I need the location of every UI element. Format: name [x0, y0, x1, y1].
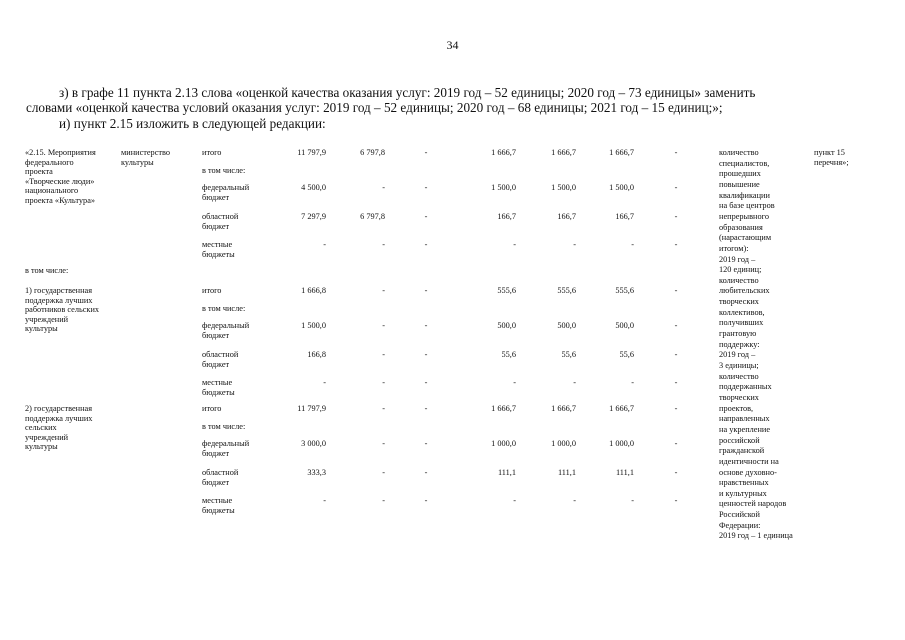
budget-value-cell: - [424, 148, 428, 157]
budget-value-cell: - [382, 378, 385, 387]
budget-value-cell: 1 000,0 [551, 439, 576, 448]
budget-value-cell: 11 797,9 [297, 148, 326, 157]
budget-value-cell: - [424, 240, 428, 249]
budget-value-cell: - [382, 468, 385, 477]
indicator-line: на укрепление [719, 424, 771, 434]
indicator-line: Федерации: [719, 520, 761, 530]
indicator-line: поддержку: [719, 339, 760, 349]
indicator-line: направленных [719, 414, 770, 424]
budget-value-cell: - [513, 496, 516, 505]
indicator-line: итогом): [719, 243, 749, 253]
funding-source-label: местные [202, 378, 233, 387]
budget-value-cell: 166,7 [497, 212, 516, 221]
budget-value-cell: 6 797,8 [360, 148, 385, 157]
budget-value-cell: 1 500,0 [609, 183, 634, 192]
activity-name-line: «2.15. Мероприятия [25, 148, 96, 157]
indicator-line: непрерывного [719, 211, 769, 221]
executor-line: министерство [121, 148, 171, 157]
budget-value-cell: 7 297,9 [301, 212, 326, 221]
budget-value-cell: - [674, 183, 678, 192]
budget-value-cell: - [323, 378, 326, 387]
budget-value-cell: - [424, 439, 428, 448]
indicator-line: количество [719, 275, 759, 285]
funding-source-label: федеральный [202, 321, 250, 330]
funding-source-label: областной [202, 212, 239, 221]
funding-source-label: бюджет [202, 448, 230, 458]
budget-value-cell: - [424, 350, 428, 359]
indicator-line: 2019 год – 1 единица [719, 531, 793, 541]
budget-value-cell: - [513, 240, 516, 249]
funding-source-label: местные [202, 496, 233, 505]
budget-value-cell: 111,1 [497, 468, 516, 477]
budget-value-cell: - [513, 378, 516, 387]
executor-line: культуры [121, 157, 154, 167]
budget-value-cell: - [323, 240, 326, 249]
amendment-paragraph-z: з) в графе 11 пункта 2.13 слова «оценкой качества оказания услуг: 2019 год – 52 единицы; 2020 год – 73 единицы» заменить [59, 85, 756, 100]
activity-item-1-line: работников сельских [25, 305, 100, 315]
budget-value-cell: 1 666,7 [551, 404, 576, 413]
activity-item-2-line: поддержка лучших [25, 413, 93, 423]
indicator-line: 120 единиц; [719, 265, 762, 275]
indicator-line: прошедших [719, 169, 761, 179]
budget-value-cell: 166,8 [307, 350, 326, 359]
budget-value-cell: - [674, 212, 678, 221]
budget-value-cell: 333,3 [307, 468, 326, 477]
budget-value-cell: 1 500,0 [551, 183, 576, 192]
budget-value-cell: - [573, 240, 576, 249]
indicator-line: (нарастающим [719, 233, 772, 243]
indicator-line: грантовую [719, 329, 757, 339]
budget-value-cell: 1 500,0 [491, 183, 516, 192]
budget-value-cell: - [424, 404, 428, 413]
indicator-line: поддержанных [719, 382, 772, 392]
budget-value-cell: 55,6 [501, 350, 516, 359]
reference-line: пункт 15 [814, 148, 845, 157]
funding-source-label: итого [202, 286, 222, 295]
funding-source-label: бюджеты [202, 249, 235, 259]
budget-value-cell: 555,6 [615, 286, 634, 295]
budget-value-cell: 55,6 [561, 350, 576, 359]
budget-value-cell: 166,7 [557, 212, 576, 221]
indicator-line: повышение [719, 179, 760, 189]
activity-item-1-line: культуры [25, 324, 58, 334]
activity-name-line: проекта [25, 167, 53, 177]
budget-value-cell: 500,0 [615, 321, 634, 330]
budget-value-cell: - [674, 240, 678, 249]
budget-value-cell: 55,6 [619, 350, 634, 359]
funding-source-label: в том числе: [202, 422, 246, 431]
indicator-line: нравственных [719, 478, 769, 488]
budget-value-cell: 1 666,7 [609, 404, 634, 413]
budget-value-cell: 1 000,0 [609, 439, 634, 448]
budget-value-cell: 4 500,0 [301, 183, 326, 192]
indicator-line: коллективов, [719, 307, 765, 317]
activity-item-2-line: 2) государственная [25, 404, 93, 413]
activity-item-1-line: учреждений [25, 314, 69, 324]
funding-source-label: итого [202, 148, 222, 157]
budget-value-cell: 555,6 [497, 286, 516, 295]
funding-source-label: бюджет [202, 330, 230, 340]
indicator-line: специалистов, [719, 158, 770, 168]
budget-value-cell: - [424, 286, 428, 295]
budget-value-cell: 1 000,0 [491, 439, 516, 448]
budget-value-cell: - [424, 212, 428, 221]
funding-source-label: федеральный [202, 439, 250, 448]
budget-value-cell: - [382, 496, 385, 505]
budget-value-cell: - [573, 496, 576, 505]
activity-item-1-line: поддержка лучших [25, 295, 93, 305]
page-number: 34 [446, 38, 459, 52]
indicator-line: 2019 год – [719, 350, 756, 360]
indicator-line: количество [719, 148, 759, 157]
funding-source-label: областной [202, 468, 239, 477]
indicator-line: творческих [719, 392, 759, 402]
funding-source-label: бюджеты [202, 505, 235, 515]
activity-item-2-line: сельских [25, 423, 57, 433]
indicator-line: гражданской [719, 446, 765, 456]
indicator-line: количество [719, 371, 759, 381]
budget-value-cell: 1 666,8 [301, 286, 326, 295]
indicator-line: на базе центров [719, 201, 775, 211]
budget-value-cell: 3 000,0 [301, 439, 326, 448]
budget-value-cell: 500,0 [557, 321, 576, 330]
budget-value-cell: - [323, 496, 326, 505]
activity-name-line: «Творческие люди» [25, 176, 95, 186]
funding-source-label: федеральный [202, 183, 250, 192]
funding-source-label: бюджет [202, 359, 230, 369]
budget-value-cell: - [424, 496, 428, 505]
budget-value-cell: - [424, 321, 428, 330]
activity-item-1-line: 1) государственная [25, 286, 93, 295]
indicator-line: проектов, [719, 403, 754, 413]
activity-item-2-line: учреждений [25, 432, 69, 442]
indicator-line: Российской [719, 510, 760, 520]
indicator-line: основе духовно- [719, 467, 777, 477]
funding-source-label: итого [202, 404, 222, 413]
activity-item-2-line: культуры [25, 442, 58, 452]
budget-value-cell: 1 500,0 [301, 321, 326, 330]
funding-source-label: бюджеты [202, 387, 235, 397]
budget-value-cell: - [631, 240, 634, 249]
budget-value-cell: 1 666,7 [551, 148, 576, 157]
budget-value-cell: 111,1 [557, 468, 576, 477]
budget-value-cell: - [573, 378, 576, 387]
budget-value-cell: 1 666,7 [491, 404, 516, 413]
budget-value-cell: - [674, 321, 678, 330]
budget-value-cell: - [382, 439, 385, 448]
indicator-line: творческих [719, 297, 759, 307]
budget-value-cell: 166,7 [615, 212, 634, 221]
budget-value-cell: - [631, 378, 634, 387]
indicator-line: российской [719, 435, 760, 445]
budget-value-cell: 6 797,8 [360, 212, 385, 221]
budget-value-cell: 500,0 [497, 321, 516, 330]
budget-value-cell: - [382, 240, 385, 249]
budget-value-cell: - [424, 378, 428, 387]
activity-name-line: национального [25, 186, 79, 196]
funding-source-label: областной [202, 350, 239, 359]
budget-value-cell: - [674, 286, 678, 295]
funding-source-label: бюджет [202, 477, 230, 487]
budget-value-cell: - [382, 183, 385, 192]
budget-value-cell: - [382, 286, 385, 295]
funding-source-label: в том числе: [202, 166, 246, 175]
budget-value-cell: - [674, 496, 678, 505]
budget-value-cell: - [674, 404, 678, 413]
indicator-line: квалификации [719, 190, 770, 200]
funding-source-label: бюджет [202, 192, 230, 202]
budget-value-cell: 1 666,7 [491, 148, 516, 157]
budget-value-cell: 111,1 [615, 468, 634, 477]
indicator-line: 3 единицы; [719, 361, 759, 370]
amendment-paragraph-i: и) пункт 2.15 изложить в следующей редакции: [59, 116, 326, 131]
budget-value-cell: - [382, 350, 385, 359]
reference-line: перечня»; [814, 157, 849, 167]
budget-value-cell: - [674, 468, 678, 477]
budget-value-cell: - [674, 148, 678, 157]
indicator-line: любительских [719, 286, 770, 296]
budget-value-cell: 1 666,7 [609, 148, 634, 157]
budget-value-cell: - [424, 183, 428, 192]
budget-value-cell: - [674, 350, 678, 359]
indicator-line: получивших [719, 318, 764, 328]
indicator-line: 2019 год – [719, 254, 756, 264]
activity-name-line: проекта «Культура» [25, 196, 96, 205]
indicator-line: образования [719, 222, 763, 232]
budget-value-cell: 555,6 [557, 286, 576, 295]
amendment-paragraph-z-continued: словами «оценкой качества условий оказания услуг: 2019 год – 52 единицы; 2020 год – 68 единицы; 2021 год – 15 единиц;»; [26, 100, 723, 115]
indicator-line: и культурных [719, 488, 767, 498]
budget-value-cell: - [674, 378, 678, 387]
budget-value-cell: - [382, 404, 385, 413]
budget-value-cell: - [674, 439, 678, 448]
funding-source-label: в том числе: [202, 304, 246, 313]
indicator-line: идентичности на [719, 456, 779, 466]
budget-value-cell: 11 797,9 [297, 404, 326, 413]
funding-source-label: бюджет [202, 221, 230, 231]
budget-value-cell: - [424, 468, 428, 477]
budget-value-cell: - [631, 496, 634, 505]
including-label: в том числе: [25, 266, 69, 275]
activity-name-line: федерального [25, 157, 74, 167]
funding-source-label: местные [202, 240, 233, 249]
budget-value-cell: - [382, 321, 385, 330]
indicator-line: ценностей народов [719, 499, 787, 509]
